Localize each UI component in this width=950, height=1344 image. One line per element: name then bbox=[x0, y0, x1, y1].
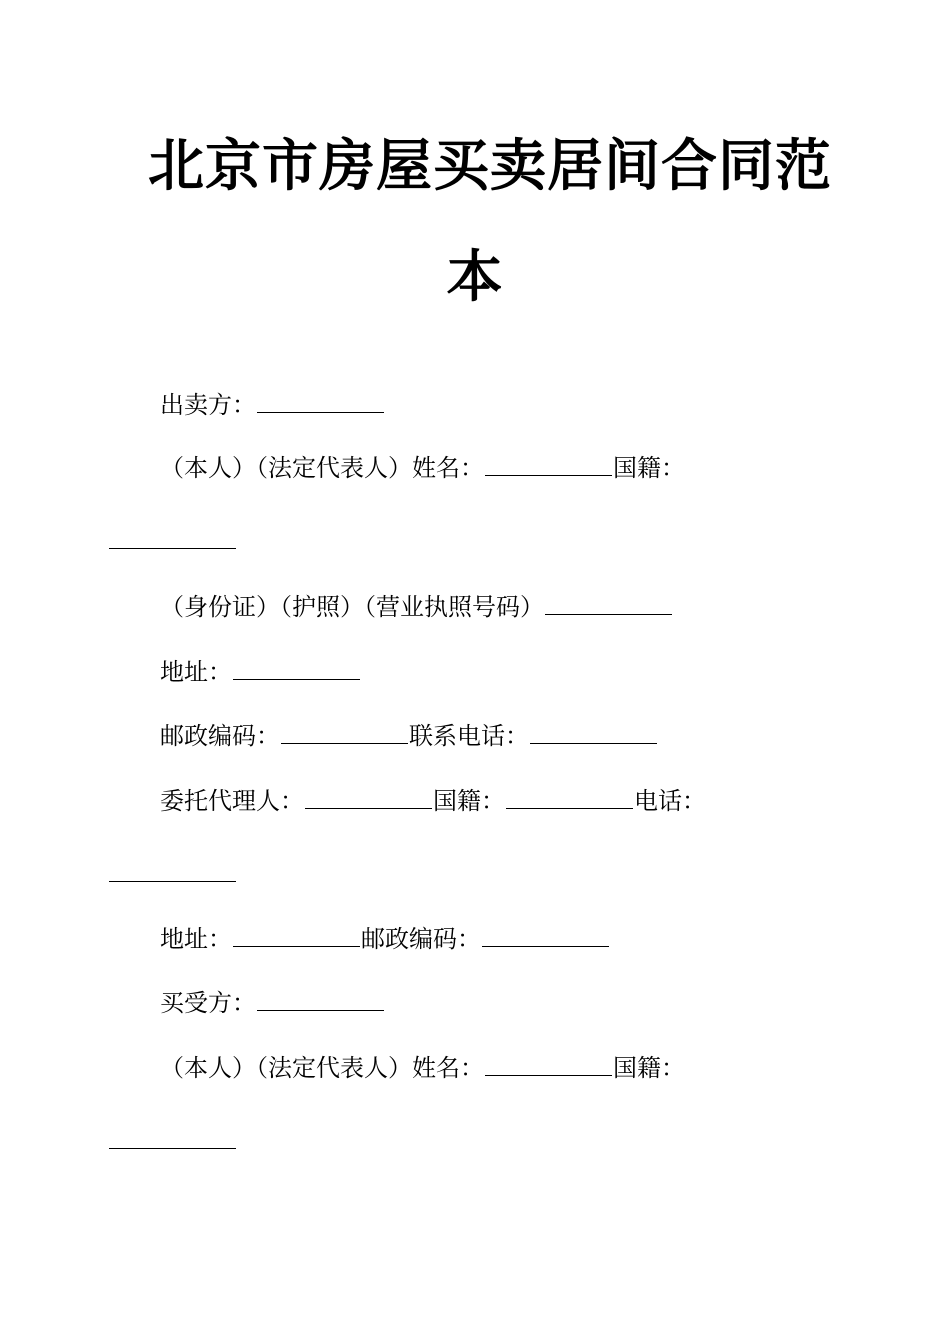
seller-agent-row bbox=[160, 784, 706, 817]
agent-blank bbox=[305, 784, 432, 809]
seller-postcode-blank bbox=[281, 719, 408, 744]
buyer-label: 买受方： bbox=[160, 989, 256, 1017]
seller-id-label: （身份证）（护照）（营业执照号码） bbox=[160, 593, 544, 621]
seller-label: 出卖方： bbox=[160, 391, 256, 419]
agent-address-row bbox=[160, 922, 610, 955]
seller-name-label: （本人）（法定代表人）姓名： bbox=[160, 454, 484, 482]
seller-name-blank bbox=[485, 451, 612, 476]
seller-nationality-blank bbox=[109, 524, 236, 549]
buyer-name-label: （本人）（法定代表人）姓名： bbox=[160, 1054, 484, 1082]
agent-postcode-label: 邮政编码： bbox=[361, 925, 481, 953]
buyer-nationality-label: 国籍： bbox=[613, 1054, 685, 1082]
seller-contact-row bbox=[160, 719, 658, 752]
seller-phone-blank bbox=[530, 719, 657, 744]
document-title-line-1: 北京市房屋买卖居间合同范 bbox=[148, 134, 832, 199]
buyer-name-row bbox=[160, 1051, 685, 1084]
buyer-name-blank bbox=[485, 1051, 612, 1076]
agent-phone-blank bbox=[109, 857, 236, 882]
seller-address-label: 地址： bbox=[160, 658, 232, 686]
buyer-nationality-blank bbox=[109, 1124, 236, 1149]
agent-phone-label: 电话： bbox=[634, 787, 706, 815]
agent-nationality-label: 国籍： bbox=[433, 787, 505, 815]
seller-postcode-label: 邮政编码： bbox=[160, 722, 280, 750]
seller-row bbox=[160, 388, 385, 421]
buyer-blank bbox=[257, 986, 384, 1011]
agent-label: 委托代理人： bbox=[160, 787, 304, 815]
document-title-line-2: 本 bbox=[446, 245, 504, 310]
agent-address-blank bbox=[233, 922, 360, 947]
agent-nationality-blank bbox=[506, 784, 633, 809]
buyer-nationality-row bbox=[108, 1124, 237, 1157]
seller-phone-label: 联系电话： bbox=[409, 722, 529, 750]
seller-id-blank bbox=[545, 590, 672, 615]
seller-nationality-row bbox=[108, 524, 237, 557]
buyer-row bbox=[160, 986, 385, 1019]
seller-address-blank bbox=[233, 655, 360, 680]
agent-phone-row bbox=[108, 857, 237, 890]
seller-name-row bbox=[160, 451, 685, 484]
seller-blank bbox=[257, 388, 384, 413]
seller-id-row bbox=[160, 590, 673, 623]
agent-postcode-blank bbox=[482, 922, 609, 947]
seller-address-row bbox=[160, 655, 361, 688]
seller-nationality-label: 国籍： bbox=[613, 454, 685, 482]
agent-address-label: 地址： bbox=[160, 925, 232, 953]
